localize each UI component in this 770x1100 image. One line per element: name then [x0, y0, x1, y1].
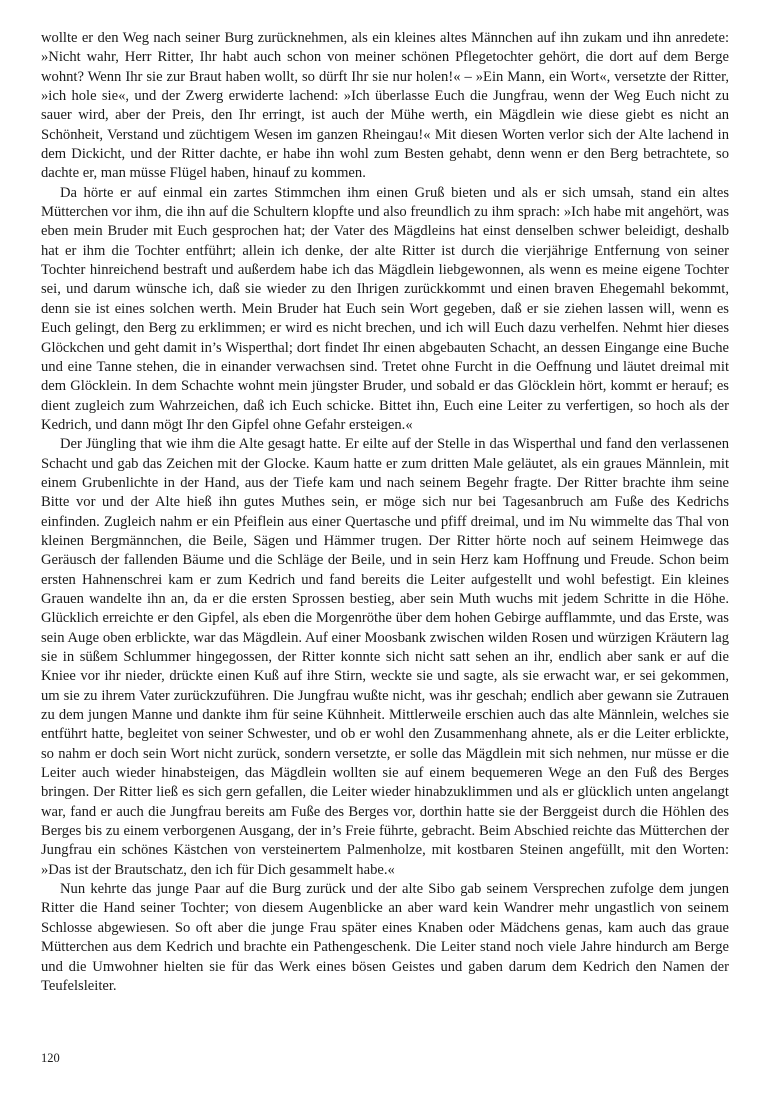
paragraph-continued: wollte er den Weg nach seiner Burg zurücknehmen, als ein kleines altes Männchen auf ihn zukam und ihn anredete: »Nicht wahr, Herr Ritter, Ihr habt auch schon von meiner schönen Pflegetochter gehört, die dort auf dem Berge wohnt? Wenn Ihr sie zur Braut haben wollt, so dürft Ihr sie nur holen!« – »Ein Mann, ein Wort«, versetzte der Ritter, »ich hole sie«, und der Zwerg erwiderte lachend: »Ich überlasse Euch die Jungfrau, wenn der Weg Euch nicht zu sauer wird, aber der Preis, den Ihr erringt, ist auch der Mühe werth, ein Mägdlein wie diese giebt es nicht an Schönheit, Verstand und züchtigem Wesen im ganzen Rheingau!« Mit diesen Worten verlor sich der Alte lachend in dem Dickicht, und der Ritter dachte, er habe ihn wohl zum Besten gehabt, denn wenn er den Berg betrachtete, so dachte er, man müsse Flügel haben, hinauf zu kommen.: [41, 30, 729, 182]
page-number: 120: [41, 1051, 60, 1065]
paragraph: Nun kehrte das junge Paar auf die Burg zurück und der alte Sibo gab seinem Versprechen zufolge dem jungen Ritter die Hand seiner Tochter; von diesem Augenblicke an aber ward kein Wandrer mehr ungastlich von seinem Schlosse abgewiesen. So oft aber die junge Frau später eines Knaben oder Mädchens genas, kam auch das graue Mütterchen aus dem Kedrich und brachte ein Pathengeschenk. Die Leiter stand noch viele Jahre hindurch am Berge und die Umwohner hielten sie für das Werk eines bösen Geistes und gaben darum dem Kedrich den Namen der Teufelsleiter.: [41, 881, 729, 994]
page-body: [41, 29, 729, 996]
paragraph: Da hörte er auf einmal ein zartes Stimmchen ihm einen Gruß bieten und als er sich umsah, stand ein altes Mütterchen vor ihm, die ihn auf die Schultern klopfte und also freundlich zu ihm sprach: »Ich habe mit angehört, was eben mein Bruder mit Euch gesprochen hat; der Vater des Mägdleins hat einst denselben schwer beleidigt, deshalb hat er ihm die Tochter entführt; allein ich denke, der alte Ritter ist durch die vierjährige Entfernung von seiner Tochter hinreichend bestraft und außerdem habe ich das Mägdlein liebgewonnen, als wenn es meine eigene Tochter sei, und darum wünsche ich, daß sie wieder zu den Ihrigen zurückkommt und einen braven Ehegemahl bekommt, denn sie ist eines solchen werth. Mein Bruder hat Euch sein Wort gegeben, daß er sie ziehen lassen will, wenn es Euch gelingt, den Berg zu erklimmen; er wird es nicht brechen, und ich will Euch dazu verhelfen. Nehmt hier dieses Glöckchen und geht damit in’s Wisperthal; dort findet Ihr einen abgebauten Schacht, an dessen Eingange eine Buche und eine Tanne stehen, die in einander verwachsen sind. Tretet ohne Furcht in die Oeffnung und läutet dreimal mit dem Glöcklein. In dem Schachte wohnt mein jüngster Bruder, und sobald er das Glöcklein hört, kommt er herauf; es dient zugleich zum Wahrzeichen, daß ich Euch schicke. Bittet ihn, Euch eine Leiter zu verfertigen, so hoch als der Kedrich, und dann mögt Ihr den Gipfel ohne Gefahr ersteigen.«: [41, 184, 729, 433]
paragraph: Der Jüngling that wie ihm die Alte gesagt hatte. Er eilte auf der Stelle in das Wisperthal und fand den verlassenen Schacht und gab das Zeichen mit der Glocke. Kaum hatte er zum dritten Male geläutet, als ein graues Männlein, mit einem Grubenlichte in der Hand, aus der Tiefe kam und nach seinem Begehr fragte. Der Ritter brachte ihm seine Bitte vor und der Alte hieß ihn gutes Muthes sein, er möge sich nur bei Tagesanbruch am Fuße des Kedrichs einfinden. Zugleich nahm er ein Pfeiflein aus einer Quertasche und pfiff dreimal, und im Nu wimmelte das Thal von kleinen Bergmännchen, die Beile, Sägen und Hämmer trugen. Der Ritter hörte noch auf seinem Heimwege das Geräusch der fallenden Bäume und die Schläge der Beile, und in sein Herz kam Hoffnung und Freude. Schon beim ersten Hahnenschrei kam er zum Kedrich und fand bereits die Leiter aufgestellt und wohl befestigt. Ein kleines Grauen wandelte ihn an, da er die ersten Sprossen bestieg, aber sein Muth wuchs mit jedem Schritte in die Höhe. Glücklich erreichte er den Gipfel, als eben die Morgenröthe über dem hohen Gebirge aufflammte, und das Erste, was sein Auge oben erblickte, war das Mägdlein. Auf einer Moosbank zwischen wilden Rosen und würzigen Kräutern lag sie in süßem Schlummer hingegossen, der Ritter konnte sich nicht satt sehen an ihr, endlich aber sank er auf die Kniee vor ihr nieder, drückte einen Kuß auf ihre Stirn, weckte sie und sagte, als sie erwacht war, er sei gekommen, um sie zu ihrem Vater zurückzuführen. Die Jungfrau wußte nicht, was ihr geschah; endlich aber gewann sie Zutrauen zu dem jungen Manne und dankte ihm für seine Kühnheit. Mittlerweile erschien auch das alte Männlein, welches sie entführt hatte, begleitet von seiner Schwester, und ob er wohl den Zusammenhang ahnete, als er die Leiter erblickte, so nahm er doch sein Wort nicht zurück, sondern versetzte, er solle das Mägdlein mit sich nehmen, nur müsse er die Leiter auch wieder hinabsteigen, das Mägdlein wollten sie auf einem bequemeren Wege an den Fuß des Berges bringen. Der Ritter ließ es sich gern gefallen, die Leiter wieder hinabzuklimmen und als er glücklich unten angelangt war, fand er auch die Jungfrau bereits am Fuße des Berges vor, dorthin hatte sie der Berggeist durch die Höhlen des Berges bis zu einem verborgenen Ausgang, der in’s Freie führte, gebracht. Beim Abschied reichte das Mütterchen der Jungfrau ein schönes Kästchen von versteinertem Palmenholze, mit kostbaren Steinen angefüllt, mit den Worten: »Das ist der Brautschatz, den ich für Dich gesammelt habe.«: [41, 436, 729, 878]
